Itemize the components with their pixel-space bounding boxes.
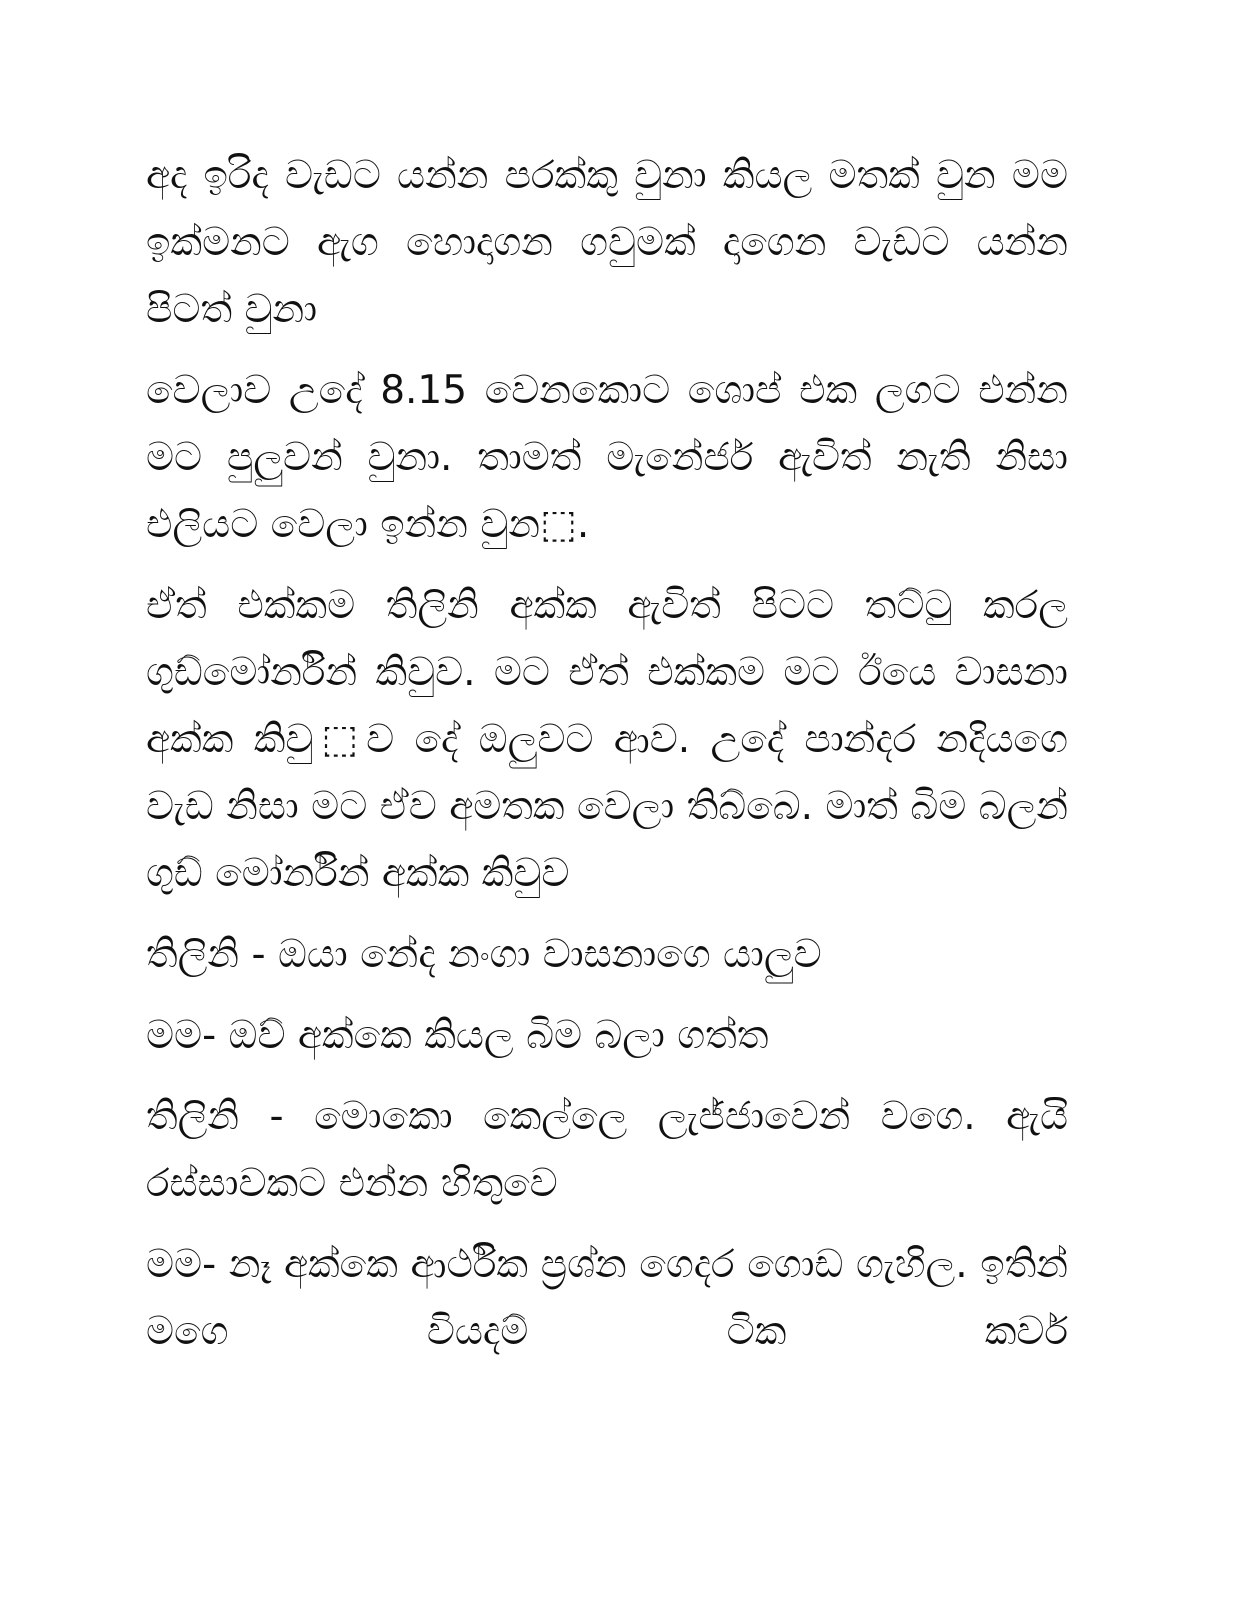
story-text [146,142,1068,1379]
paragraph-1: අද ඉරිද වැඩට යන්න පරක්කු වුනා කියල මතක් වුන මම ඉක්මනට ඇග හොදාගන ගවුමක් දාගෙන වැඩට යන්න පිටත් වුනා [146,153,1068,332]
dialogue-line-4: මම- නෑ අක්කෙ ආර්ථික ප්‍රශ්න ගෙදර ගොඩ ගැහිල. ඉතින් මගෙ වියදම් ටික කවර් [146,1242,1068,1354]
paragraph-3: ඒත් එක්කම තිලිනි අක්ක ඇවිත් පිටට තට්ටු කරල ගුඩ්මෝර්නින් කිවුව. මට ඒත් එක්කම මට ඊයෙ වාසනා අක්ක කිවු⬚ව දේ ඔලුවට ආව. උදේ පාන්දර නදියගෙ වැඩ නිසා මට ඒව අමතක වෙලා තිබ්බෙ. මාත් බිම බලන් ගුඩ් මෝර්නින් අක්ක කිවුව [146,583,1068,896]
dialogue-line-3: තිලිනි - මොකො කෙල්ලෙ ලැජ්ජාවෙන් වගෙ. ඇයි රස්සාවකට එන්න හිතුවෙ [146,1094,1068,1206]
dialogue-line-2: මම- ඔව් අක්කෙ කියල බිම බලා ගත්ත [146,1013,769,1058]
paragraph-2: වෙලාව උදේ 8.15 වෙනකොට ශොප් එක ලගට එන්න මට පුලුවන් වුනා. තාමත් මැනේජර් ඇවිත් නැති නිසා එලියට වෙලා ඉන්න වුන⬚. [146,368,1068,547]
dialogue-line-1: තිලිනි - ඔයා නේද නංගා වාසනාගෙ යාලුව [146,932,822,977]
